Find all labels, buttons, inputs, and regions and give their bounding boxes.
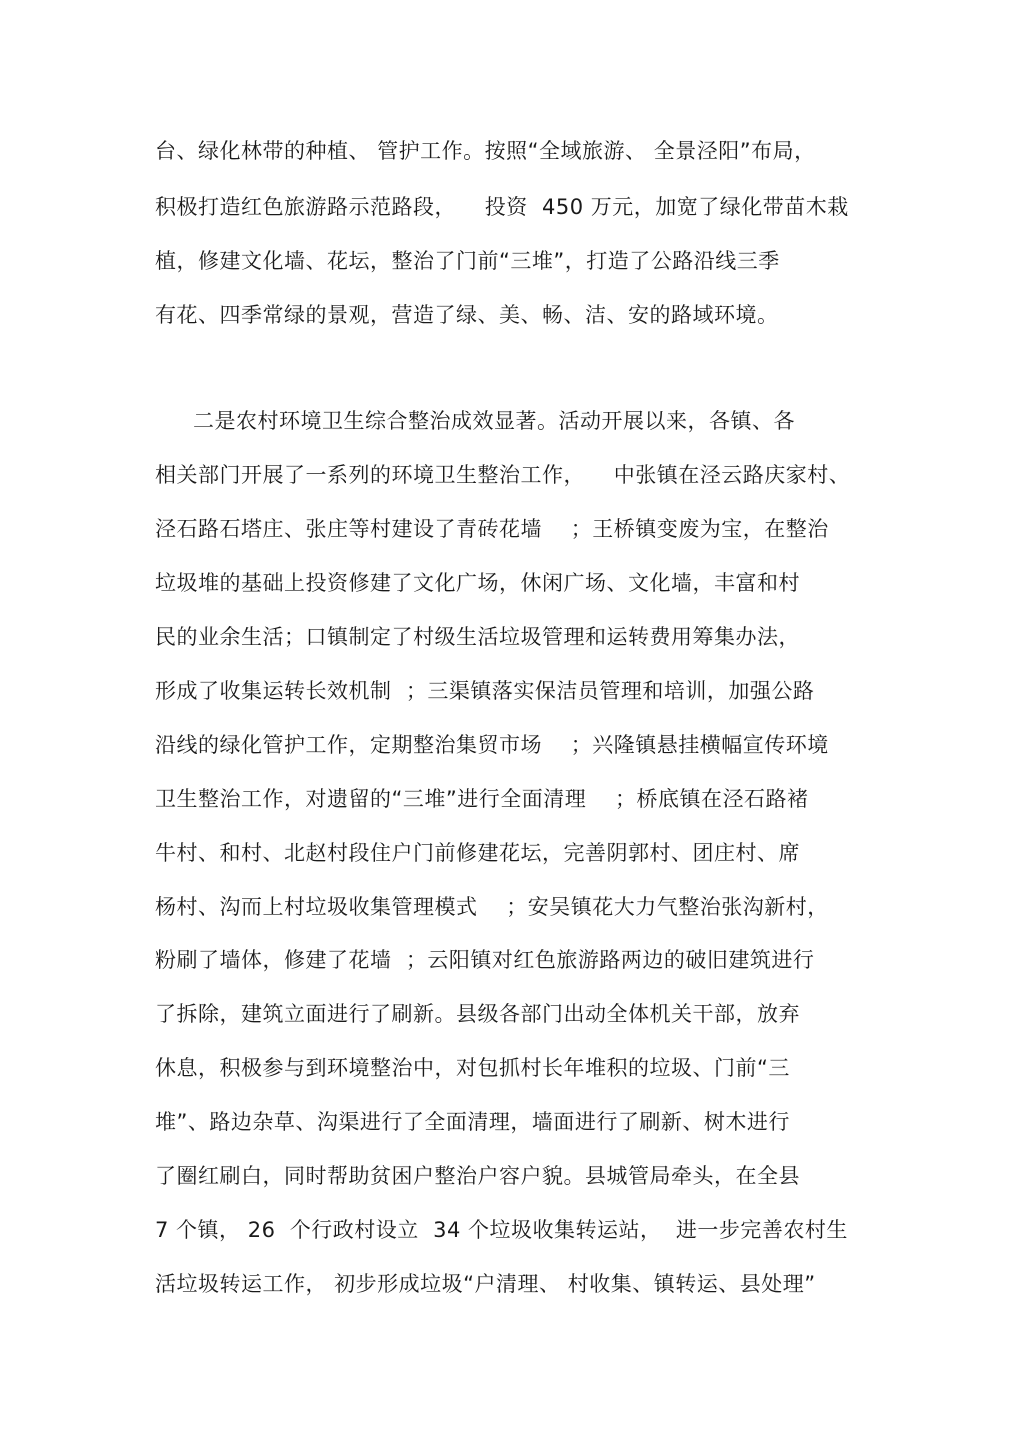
text-line: 休息，积极参与到环境整治中，对包抓村长年堆积的垃圾、门前“三 [155, 1056, 790, 1080]
text-line: 沿线的绿化管护工作，定期整治集贸市场 ；兴隆镇悬挂横幅宣传环境 [155, 733, 829, 757]
text-line: 泾石路石塔庄、张庄等村建设了青砖花墙 ；王桥镇变废为宝，在整治 [155, 517, 829, 541]
text-line: 积极打造红色旅游路示范路段， 投资 450 万元，加宽了绿化带苗木栽 [155, 195, 849, 219]
text-line: 堆”、路边杂草、沟渠进行了全面清理，墙面进行了刷新、树木进行 [155, 1110, 790, 1134]
text-line: 民的业余生活；口镇制定了村级生活垃圾管理和运转费用筹集办法， [155, 625, 800, 649]
text-line: 植，修建文化墙、花坛，整治了门前“三堆”，打造了公路沿线三季 [155, 249, 780, 273]
text-line: 了圈红刷白，同时帮助贫困户整治户容户貌。县城管局牵头，在全县 [155, 1164, 800, 1188]
text-line: 了拆除，建筑立面进行了刷新。县级各部门出动全体机关干部，放弃 [155, 1002, 800, 1026]
text-line: 牛村、和村、北赵村段住户门前修建花坛，完善阴郭村、团庄村、席 [155, 841, 800, 865]
text-line: 垃圾堆的基础上投资修建了文化广场，休闲广场、文化墙，丰富和村 [155, 571, 800, 595]
text-line: 7 个镇， 26 个行政村设立 34 个垃圾收集转运站， 进一步完善农村生 [155, 1218, 848, 1242]
text-line: 相关部门开展了一系列的环境卫生整治工作， 中张镇在泾云路庆家村、 [155, 463, 851, 487]
text-line: 二是农村环境卫生综合整治成效显著。活动开展以来，各镇、各 [193, 409, 795, 433]
text-line: 杨村、沟而上村垃圾收集管理模式 ；安吴镇花大力气整治张沟新村， [155, 895, 829, 919]
text-line: 台、绿化林带的种植、 管护工作。按照“全域旅游、 全景泾阳”布局， [155, 139, 816, 163]
text-line: 有花、四季常绿的景观，营造了绿、美、畅、洁、安的路域环境。 [155, 303, 779, 327]
text-line: 活垃圾转运工作， 初步形成垃圾“户清理、 村收集、镇转运、县处理” [155, 1272, 816, 1296]
text-line: 卫生整治工作，对遗留的“三堆”进行全面清理 ；桥底镇在泾石路褚 [155, 787, 809, 811]
text-line: 形成了收集运转长效机制 ；三渠镇落实保洁员管理和培训，加强公路 [155, 679, 815, 703]
text-line: 粉刷了墙体，修建了花墙 ；云阳镇对红色旅游路两边的破旧建筑进行 [155, 948, 815, 972]
